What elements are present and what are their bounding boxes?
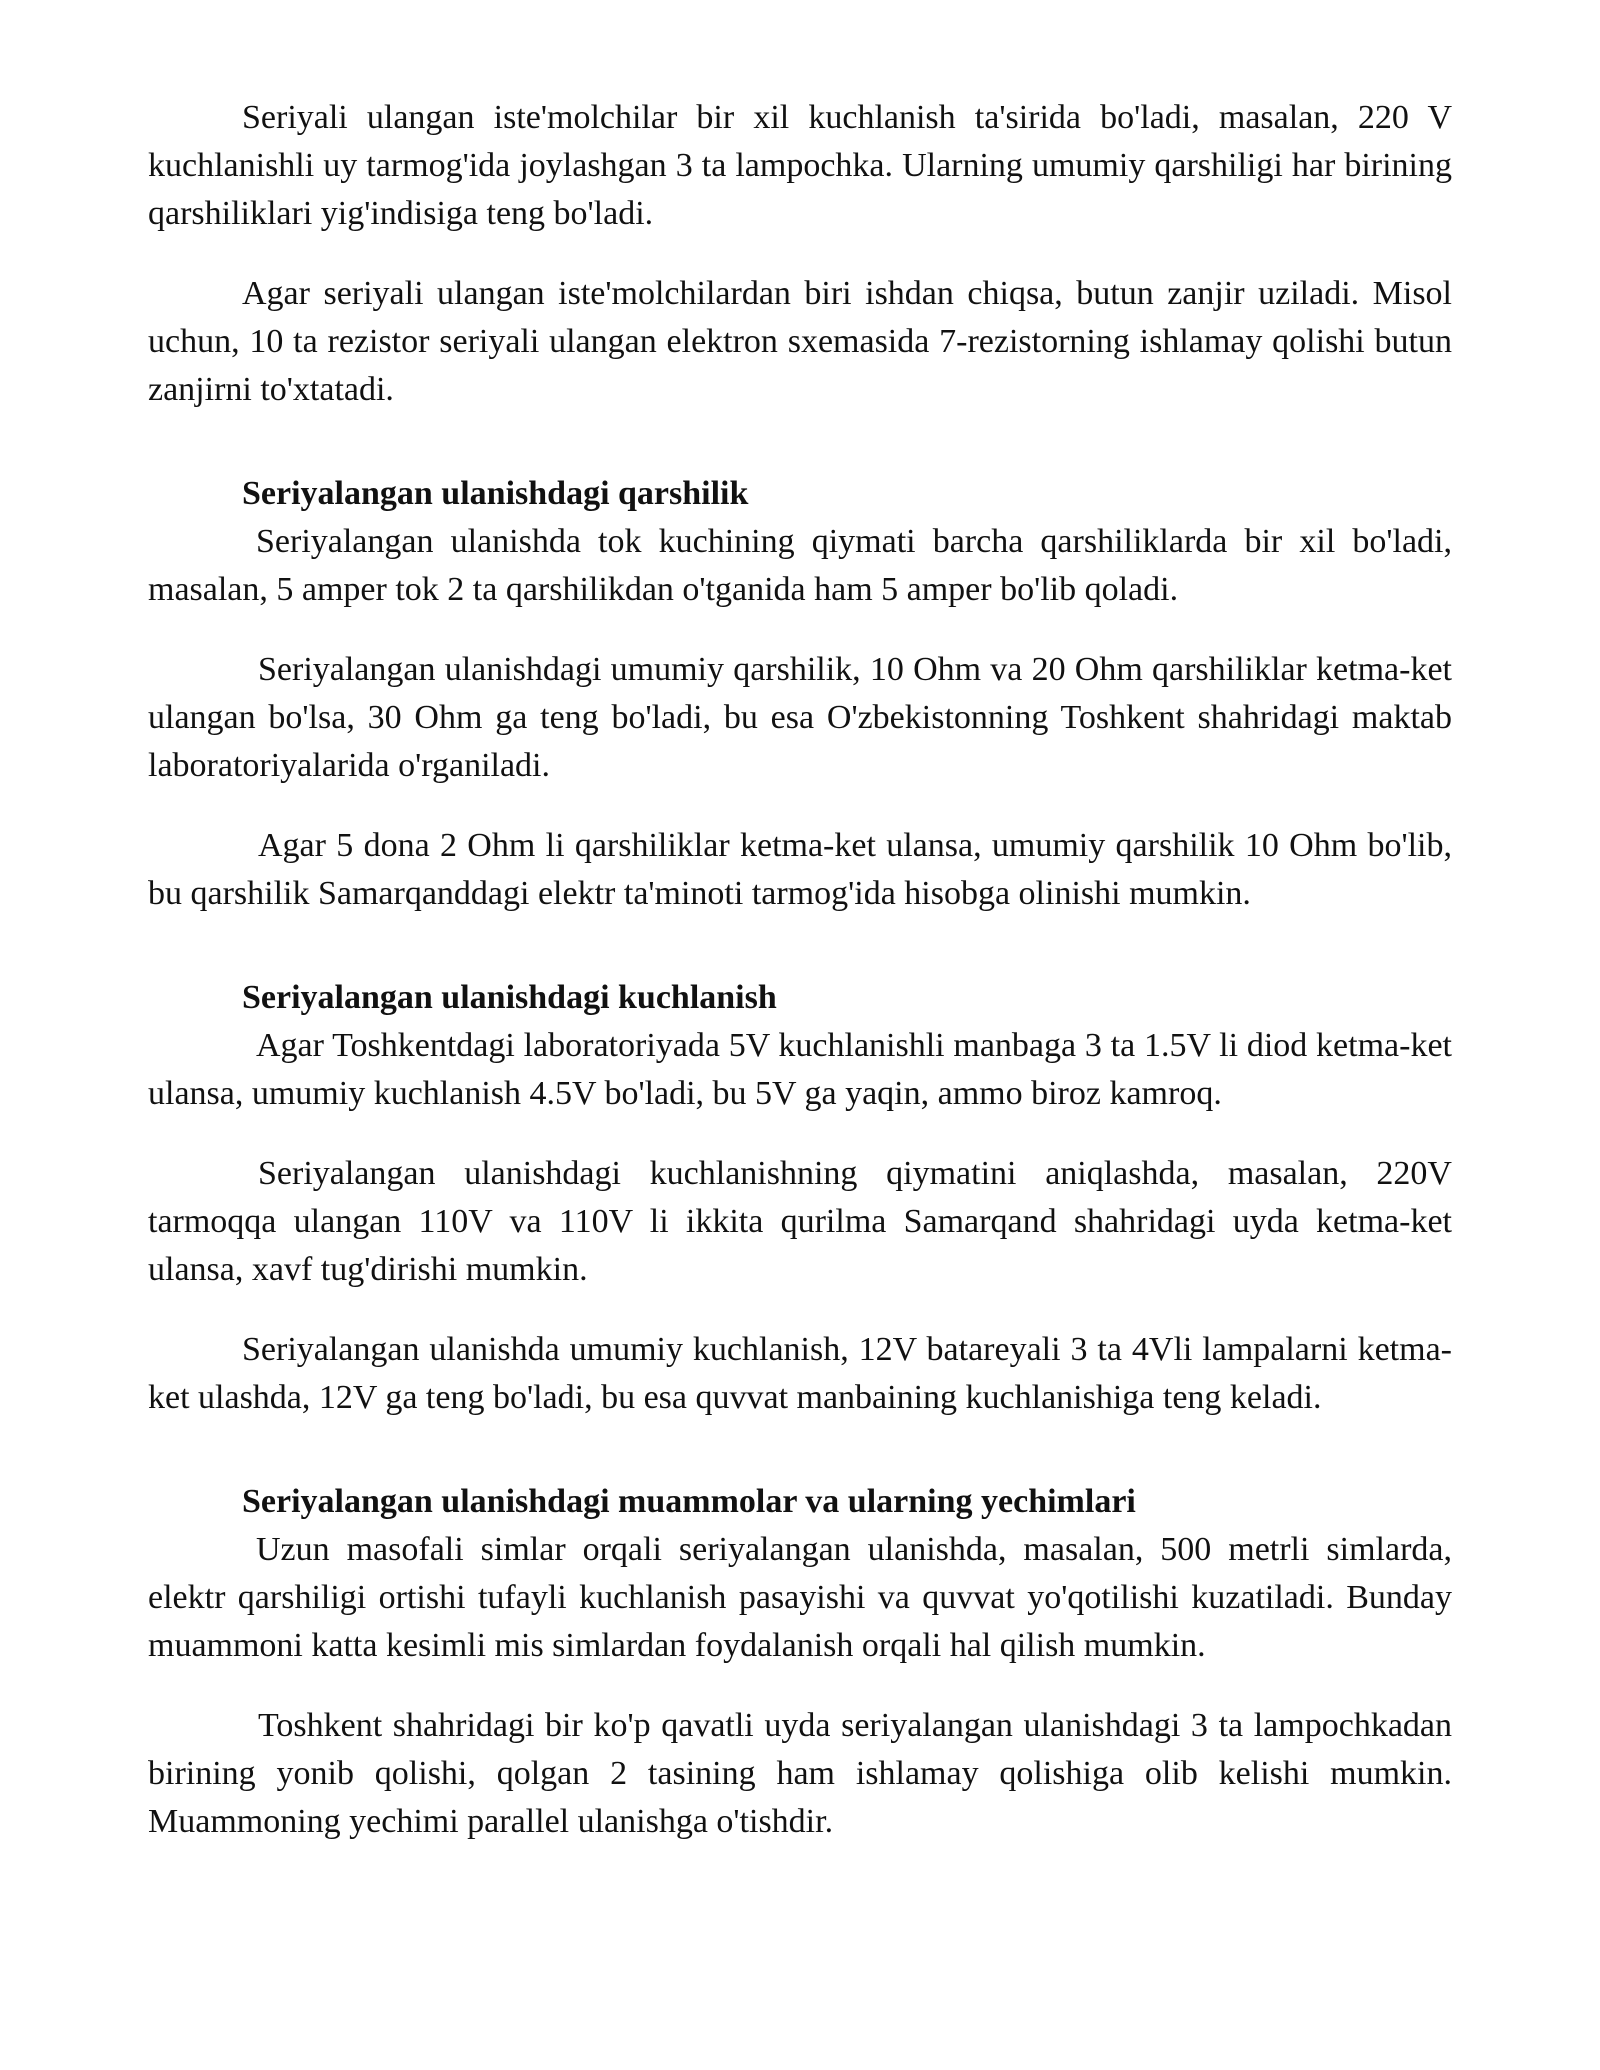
section-paragraph: Toshkent shahridagi bir ko'p qavatli uyda seriyalangan ulanishdagi 3 ta lampochkadan birining yonib qolishi, qolgan 2 tasining ham ishlamay qolishiga olib kelishi mumkin. Muammoning yechimi parallel ulanishga o'tishdir. bbox=[148, 1707, 1452, 1840]
section-voltage bbox=[148, 974, 1452, 1422]
section-paragraph: Uzun masofali simlar orqali seriyalangan ulanishda, masalan, 500 metrli simlarda, elektr qarshiligi ortishi tufayli kuchlanish pasayishi va quvvat yo'qotilishi kuzatiladi. Bunday muammoni katta kesimli mis simlardan foydalanish orqali hal qilish mumkin. bbox=[148, 1531, 1452, 1664]
intro-paragraph-2: Agar seriyali ulangan iste'molchilardan biri ishdan chiqsa, butun zanjir uziladi. Misol uchun, 10 ta rezistor seriyali ulangan elektron sxemasida 7-rezistorning ishlamay qolishi butun zanjirni to'xtatadi. bbox=[148, 275, 1452, 408]
document-page bbox=[148, 94, 1452, 1846]
section-paragraph: Seriyalangan ulanishdagi umumiy qarshilik, 10 Ohm va 20 Ohm qarshiliklar ketma-ket ulangan bo'lsa, 30 Ohm ga teng bo'ladi, bu esa O'zbekistonning Toshkent shahridagi maktab laboratoriyalarida o'rganiladi. bbox=[148, 651, 1452, 784]
section-heading: Seriyalangan ulanishdagi kuchlanish bbox=[242, 979, 777, 1016]
section-paragraph: Agar Toshkentdagi laboratoriyada 5V kuchlanishli manbaga 3 ta 1.5V li diod ketma-ket ulansa, umumiy kuchlanish 4.5V bo'ladi, bu 5V ga yaqin, ammo biroz kamroq. bbox=[148, 1027, 1452, 1112]
section-paragraph: Seriyalangan ulanishdagi kuchlanishning qiymatini aniqlashda, masalan, 220V tarmoqqa ulangan 110V va 110V li ikkita qurilma Samarqand shahridagi uyda ketma-ket ulansa, xavf tug'dirishi mumkin. bbox=[148, 1155, 1452, 1288]
section-paragraph: Agar 5 dona 2 Ohm li qarshiliklar ketma-ket ulansa, umumiy qarshilik 10 Ohm bo'lib, bu qarshilik Samarqanddagi elektr ta'minoti tarmog'ida hisobga olinishi mumkin. bbox=[148, 827, 1452, 912]
section-paragraph: Seriyalangan ulanishda umumiy kuchlanish, 12V batareyali 3 ta 4Vli lampalarni ketma-ket ulashda, 12V ga teng bo'ladi, bu esa quvvat manbaining kuchlanishiga teng keladi. bbox=[148, 1331, 1452, 1416]
section-heading: Seriyalangan ulanishdagi qarshilik bbox=[242, 475, 749, 512]
section-paragraph: Seriyalangan ulanishda tok kuchining qiymati barcha qarshiliklarda bir xil bo'ladi, masalan, 5 amper tok 2 ta qarshilikdan o'tganida ham 5 amper bo'lib qoladi. bbox=[148, 523, 1452, 608]
section-heading: Seriyalangan ulanishdagi muammolar va ularning yechimlari bbox=[242, 1483, 1136, 1520]
intro-paragraph-1: Seriyali ulangan iste'molchilar bir xil kuchlanish ta'sirida bo'ladi, masalan, 220 V kuchlanishli uy tarmog'ida joylashgan 3 ta lampochka. Ularning umumiy qarshiligi har birining qarshiliklari yig'indisiga teng bo'ladi. bbox=[148, 99, 1452, 232]
section-resistance bbox=[148, 470, 1452, 918]
section-problems bbox=[148, 1478, 1452, 1846]
